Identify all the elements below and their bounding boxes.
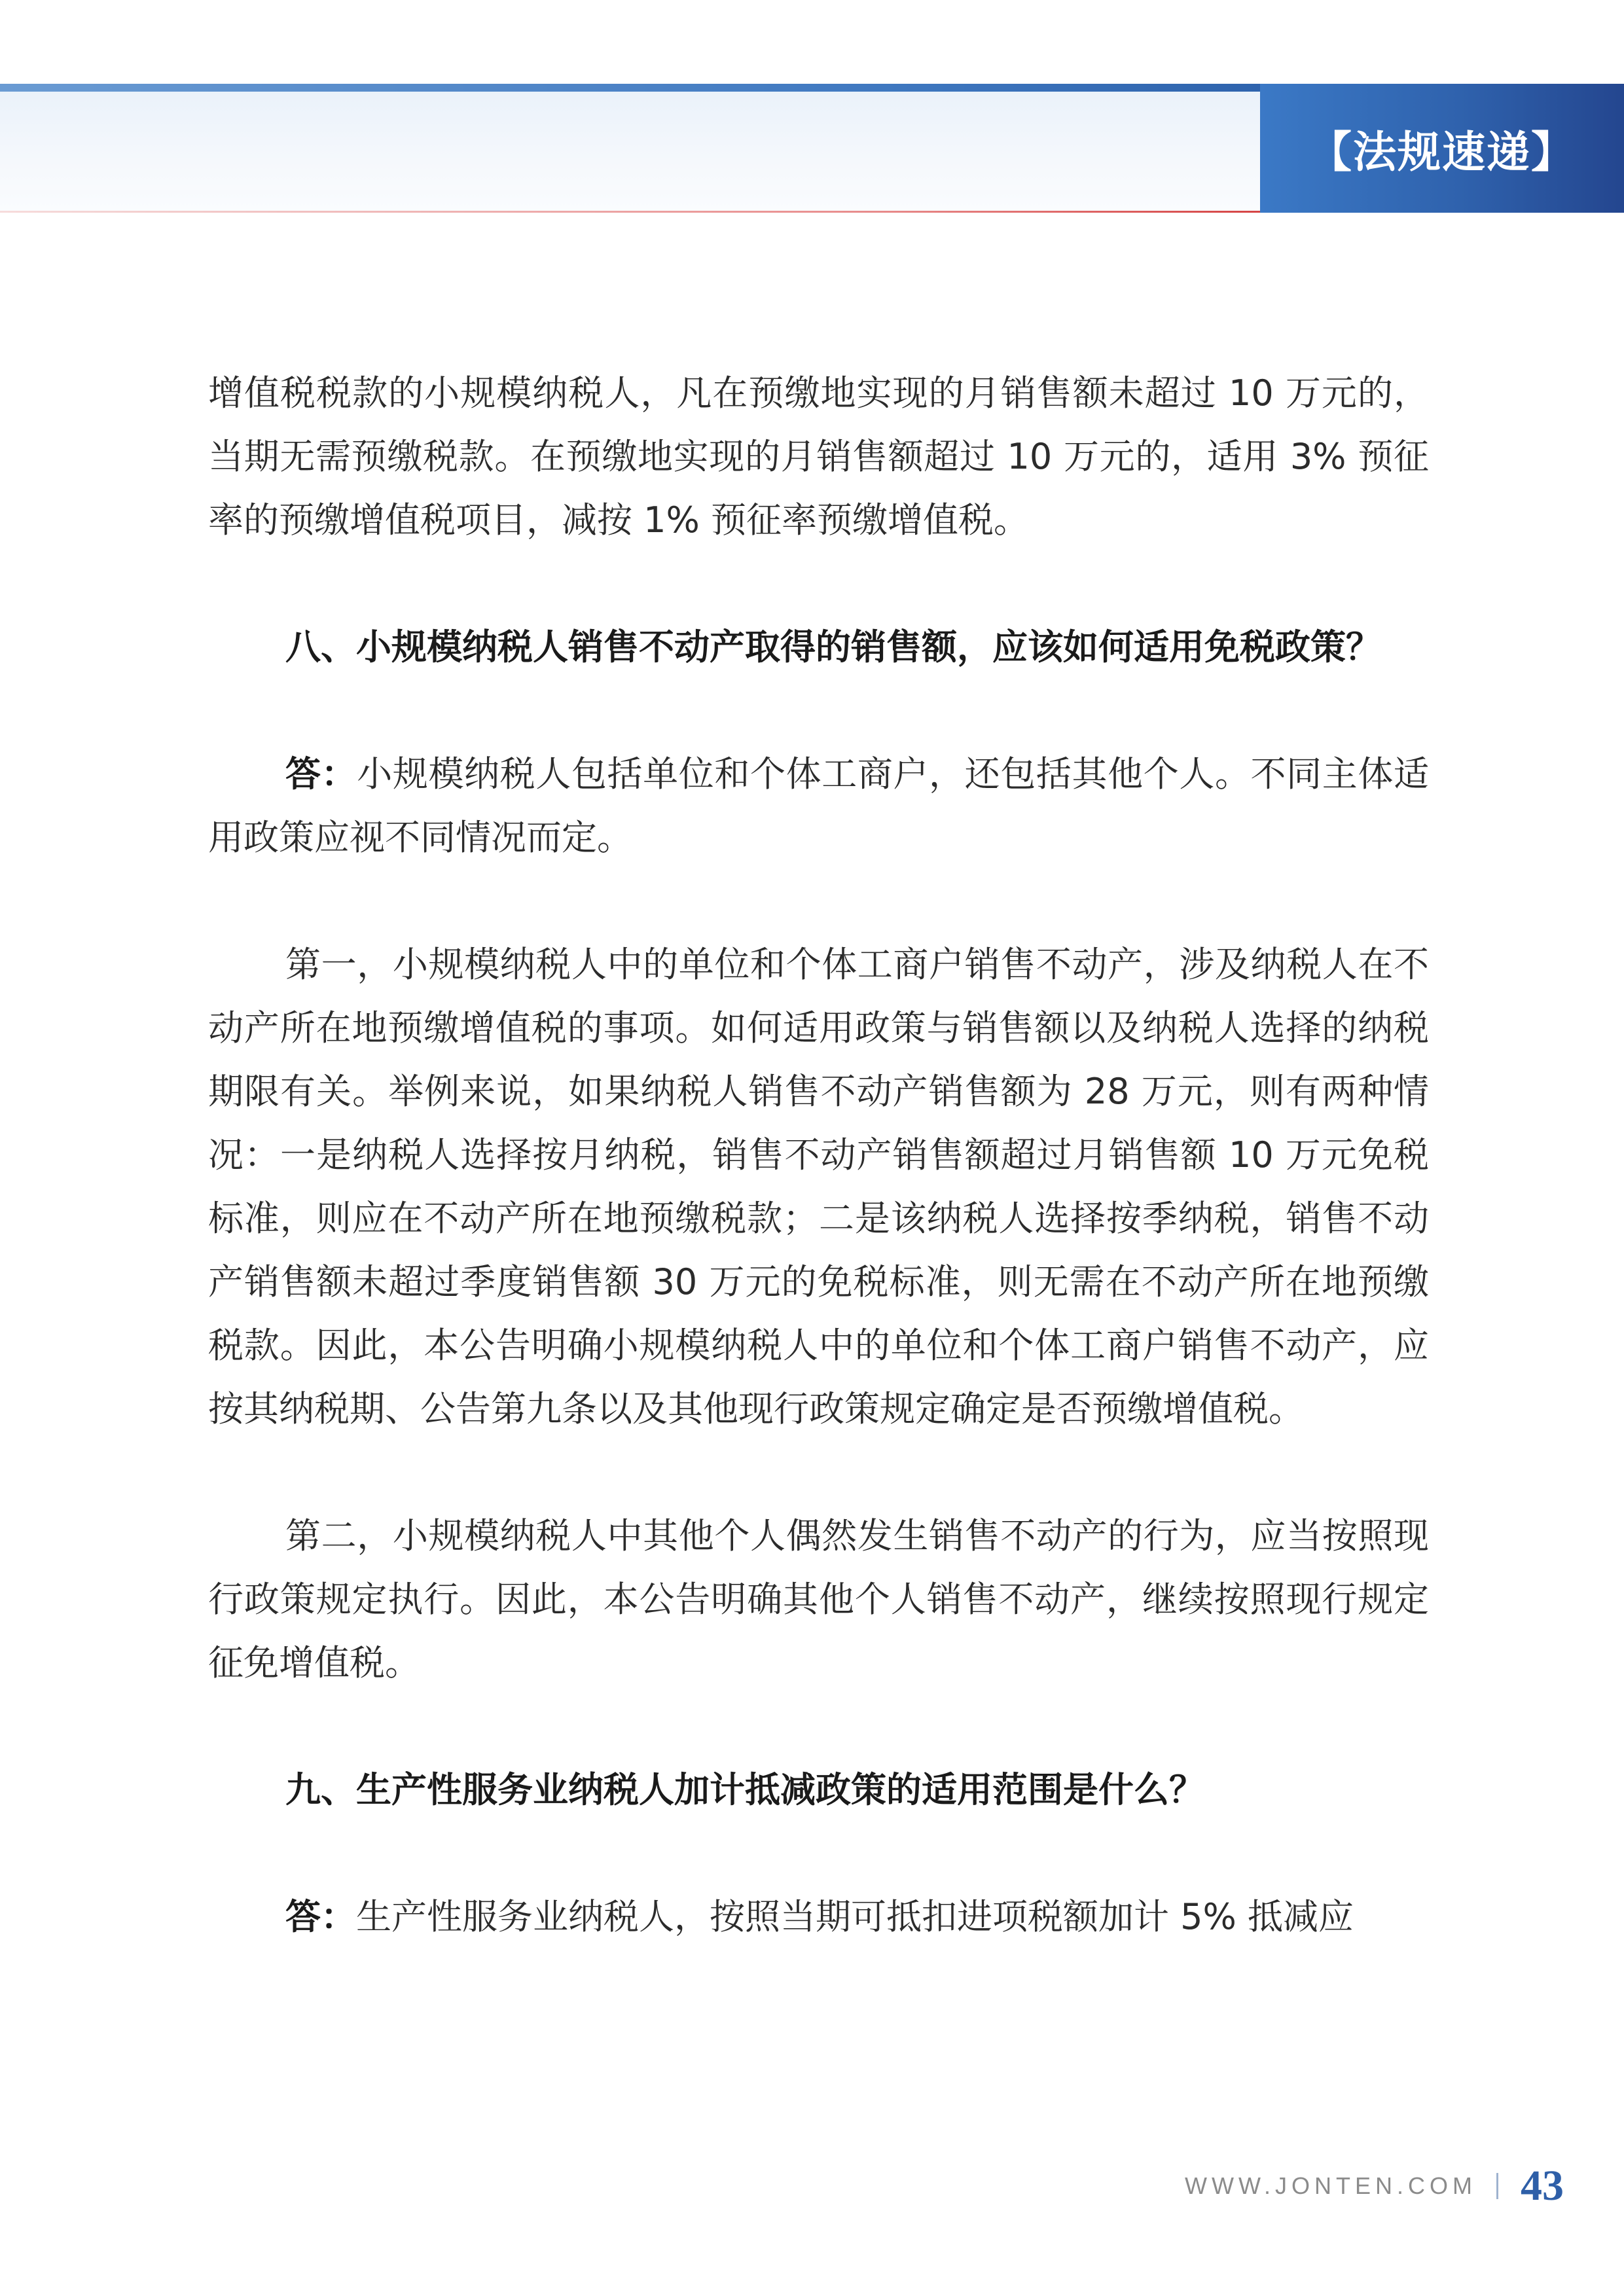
paragraph-continuation: 增值税税款的小规模纳税人，凡在预缴地实现的月销售额未超过 10 万元的，当期无需预缴税款。在预缴地实现的月销售额超过 10 万元的，适用 3% 预征率的预缴增值税项目，减按 1% 预征率预缴增值税。 [208,372,1429,541]
question-9-answer [208,1885,1429,1948]
page-footer [1185,2160,1564,2212]
question-8-heading: 八、小规模纳税人销售不动产取得的销售额，应该如何适用免税政策？ [285,626,1381,668]
footer-divider [1496,2173,1498,2199]
header-top-rule [0,84,1260,92]
answer-text: 生产性服务业纳税人，按照当期可抵扣进项税额加计 5% 抵减应 [356,1896,1354,1937]
answer-label: 答： [285,1896,356,1937]
question-9-heading: 九、生产性服务业纳税人加计抵减政策的适用范围是什么？ [285,1769,1204,1810]
footer-website: WWW.JONTEN.COM [1185,2172,1477,2199]
question-8-point-1: 第一，小规模纳税人中的单位和个体工商户销售不动产，涉及纳税人在不动产所在地预缴增值税的事项。如何适用政策与销售额以及纳税人选择的纳税期限有关。举例来说，如果纳税人销售不动产销售额为 28 万元，则有两种情况：一是纳税人选择按月纳税，销售不动产销售额超过月销售额 10 万元免税标准，则应在不动产所在地预缴税款；二是该纳税人选择按季纳税，销售不动产销售额未超过季度销售额 30 万元的免税标准，则无需在不动产所在地预缴税款。因此，本公告明确小规模纳税人中的单位和个体工商户销售不动产，应按其纳税期、公告第九条以及其他现行政策规定确定是否预缴增值税。 [208,944,1429,1429]
answer-text: 小规模纳税人包括单位和个体工商户，还包括其他个人。不同主体适用政策应视不同情况而定。 [208,753,1430,858]
section-tag [1260,84,1624,213]
page-content [208,361,1429,1948]
question-8-answer [208,742,1429,869]
question-8-point-2: 第二，小规模纳税人中其他个人偶然发生销售不动产的行为，应当按照现行政策规定执行。因此，本公告明确其他个人销售不动产，继续按照现行规定征免增值税。 [208,1515,1429,1683]
answer-label: 答： [285,753,357,795]
header-bottom-rule [0,211,1260,213]
page-number: 43 [1521,2162,1564,2210]
section-tag-text: 【法规速递】 [1308,126,1576,177]
